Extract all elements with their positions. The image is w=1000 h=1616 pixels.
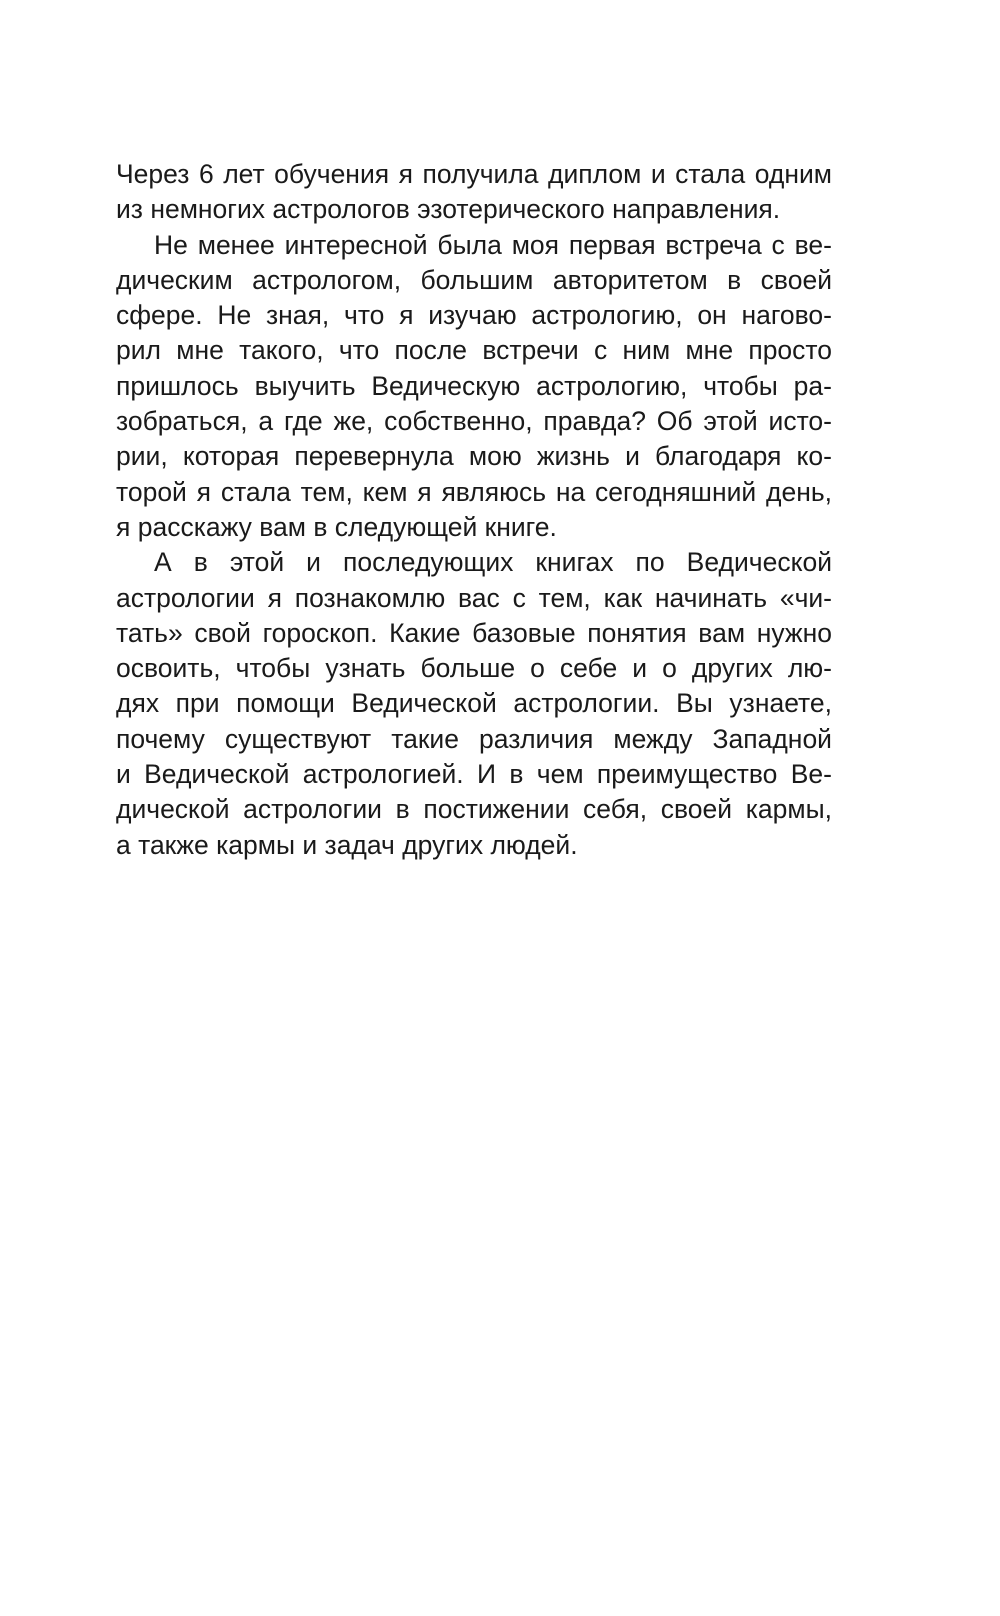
text-line: рии, которая перевернула мою жизнь и благодаря ко- xyxy=(116,441,832,472)
text-line: сфере. Не зная, что я изучаю астрологию, он нагово- xyxy=(116,300,832,331)
paragraph xyxy=(116,545,832,863)
text-line: астрологии я познакомлю вас с тем, как начинать «чи- xyxy=(116,582,832,613)
text-line: Не менее интересной была моя первая встреча с ве- xyxy=(154,229,832,260)
text-line: и Ведической астрологией. И в чем преимущество Ве- xyxy=(116,759,832,790)
body-text xyxy=(116,157,832,863)
text-line: освоить, чтобы узнать больше о себе и о других лю- xyxy=(116,653,832,684)
text-line: зобраться, а где же, собственно, правда? Об этой исто- xyxy=(116,406,832,437)
paragraph xyxy=(116,157,832,228)
text-line: торой я стала тем, кем я являюсь на сегодняшний день, xyxy=(116,476,832,507)
paragraph xyxy=(116,228,832,546)
text-line: пришлось выучить Ведическую астрологию, чтобы ра- xyxy=(116,370,832,401)
text-line: дях при помощи Ведической астрологии. Вы узнаете, xyxy=(116,688,832,719)
text-line: из немногих астрологов эзотерического направления. xyxy=(116,194,781,225)
text-line: тать» свой гороскоп. Какие базовые понятия вам нужно xyxy=(116,617,832,648)
text-line: А в этой и последующих книгах по Ведической xyxy=(154,547,832,578)
text-line: рил мне такого, что после встречи с ним мне просто xyxy=(116,335,832,366)
text-line: Через 6 лет обучения я получила диплом и стала одним xyxy=(116,159,832,189)
text-line: я расскажу вам в следующей книге. xyxy=(116,511,557,542)
text-line: почему существуют такие различия между Западной xyxy=(116,723,832,754)
text-line: дической астрологии в постижении себя, своей кармы, xyxy=(116,794,832,825)
text-line: дическим астрологом, большим авторитетом в своей xyxy=(116,264,832,295)
text-line: а также кармы и задач других людей. xyxy=(116,829,578,860)
